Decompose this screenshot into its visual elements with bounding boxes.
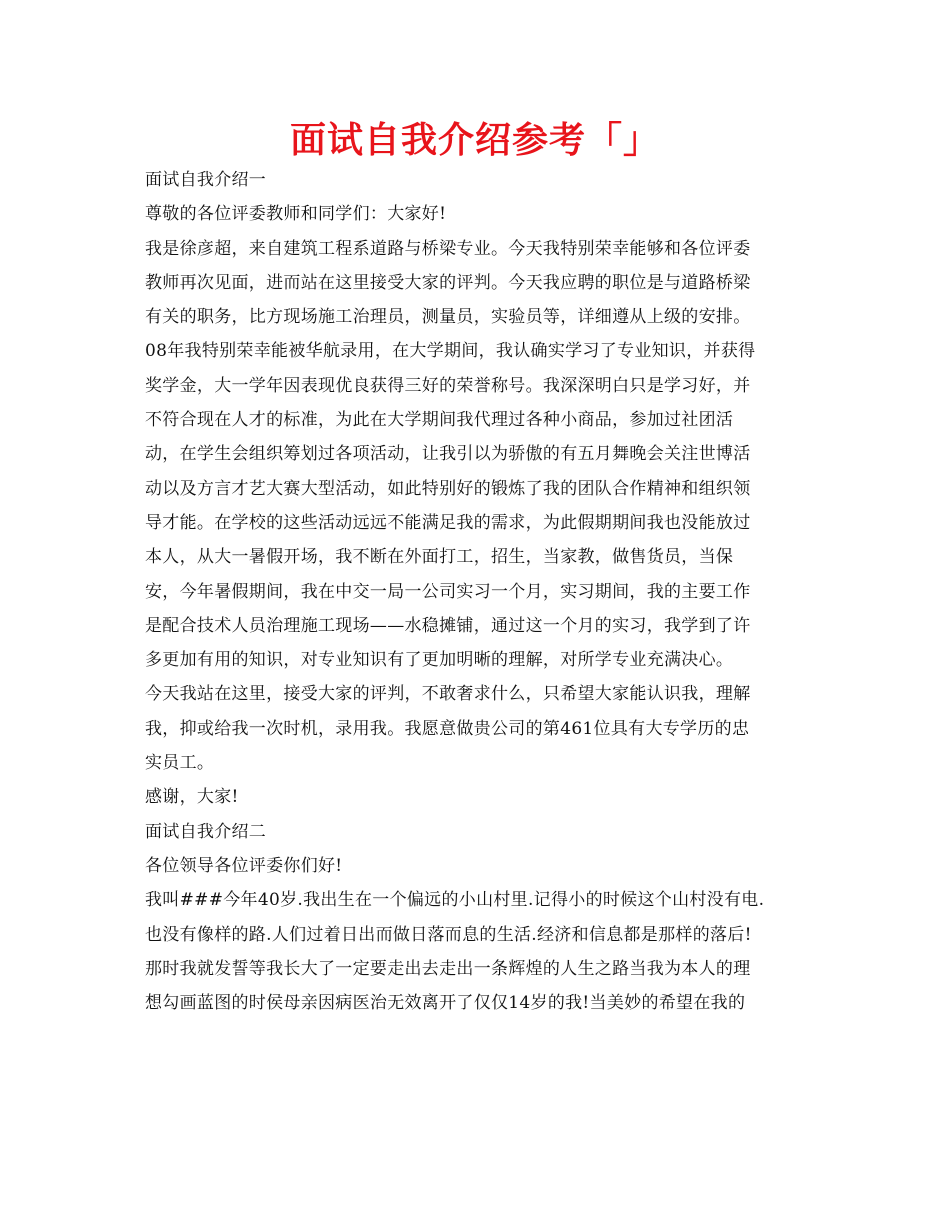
text-line: 面试自我介绍二 (145, 821, 267, 842)
document-body (145, 163, 805, 1020)
text-line: 多更加有用的知识，对专业知识有了更加明晰的理解，对所学专业充满决心。 (145, 650, 734, 671)
text-line: 有关的职务，比方现场施工治理员，测量员，实验员等，详细遵从上级的安排。 (145, 307, 751, 328)
text-line: 想勾画蓝图的时侯母亲因病医治无效离开了仅仅14岁的我!当美妙的希望在我的 (145, 993, 746, 1014)
text-line: 动以及方言才艺大赛大型活动，如此特别好的锻炼了我的团队合作精神和组织领 (145, 478, 751, 499)
text-line: 安，今年暑假期间，我在中交一局一公司实习一个月，实习期间，我的主要工作 (145, 581, 751, 602)
text-line: 是配合技术人员治理施工现场——水稳摊铺，通过这一个月的实习，我学到了许 (145, 615, 751, 636)
text-line: 那时我就发誓等我长大了一定要走出去走出一条辉煌的人生之路当我为本人的理 (145, 958, 751, 979)
text-line: 08年我特别荣幸能被华航录用，在大学期间，我认确实学习了专业知识，并获得 (145, 341, 756, 362)
text-line: 我，抑或给我一次时机，录用我。我愿意做贵公司的第461位具有大专学历的忠 (145, 718, 750, 739)
text-line: 动，在学生会组织筹划过各项活动，让我引以为骄傲的有五月舞晚会关注世博活 (145, 444, 751, 465)
text-line: 感谢，大家! (145, 787, 239, 808)
text-line: 面试自我介绍一 (145, 170, 267, 190)
text-line: 也没有像样的路.人们过着日出而做日落而息的生活.经济和信息都是那样的落后! (145, 924, 752, 945)
text-line: 我是徐彦超，来自建筑工程系道路与桥梁专业。今天我特别荣幸能够和各位评委 (145, 238, 751, 259)
text-line: 教师再次见面，进而站在这里接受大家的评判。今天我应聘的职位是与道路桥梁 (145, 272, 751, 293)
text-line: 不符合现在人才的标准，为此在大学期间我代理过各种小商品，参加过社团活 (145, 410, 734, 431)
text-line: 实员工。 (145, 753, 215, 774)
text-line: 本人，从大一暑假开场，我不断在外面打工，招生，当家教，做售货员，当保 (145, 547, 734, 568)
text-line: 奖学金，大一学年因表现优良获得三好的荣誉称号。我深深明白只是学习好，并 (145, 375, 751, 396)
text-line: 导才能。在学校的这些活动远远不能满足我的需求，为此假期期间我也没能放过 (145, 512, 751, 533)
document-title: 面试自我介绍参考「」 (289, 120, 660, 161)
text-line: 各位领导各位评委你们好! (145, 855, 343, 876)
text-line: 尊敬的各位评委教师和同学们：大家好! (145, 204, 447, 225)
text-line: 我叫###今年40岁.我出生在一个偏远的小山村里.记得小的时候这个山村没有电. (145, 890, 765, 911)
text-line: 今天我站在这里，接受大家的评判，不敢奢求什么，只希望大家能认识我，理解 (145, 684, 751, 705)
